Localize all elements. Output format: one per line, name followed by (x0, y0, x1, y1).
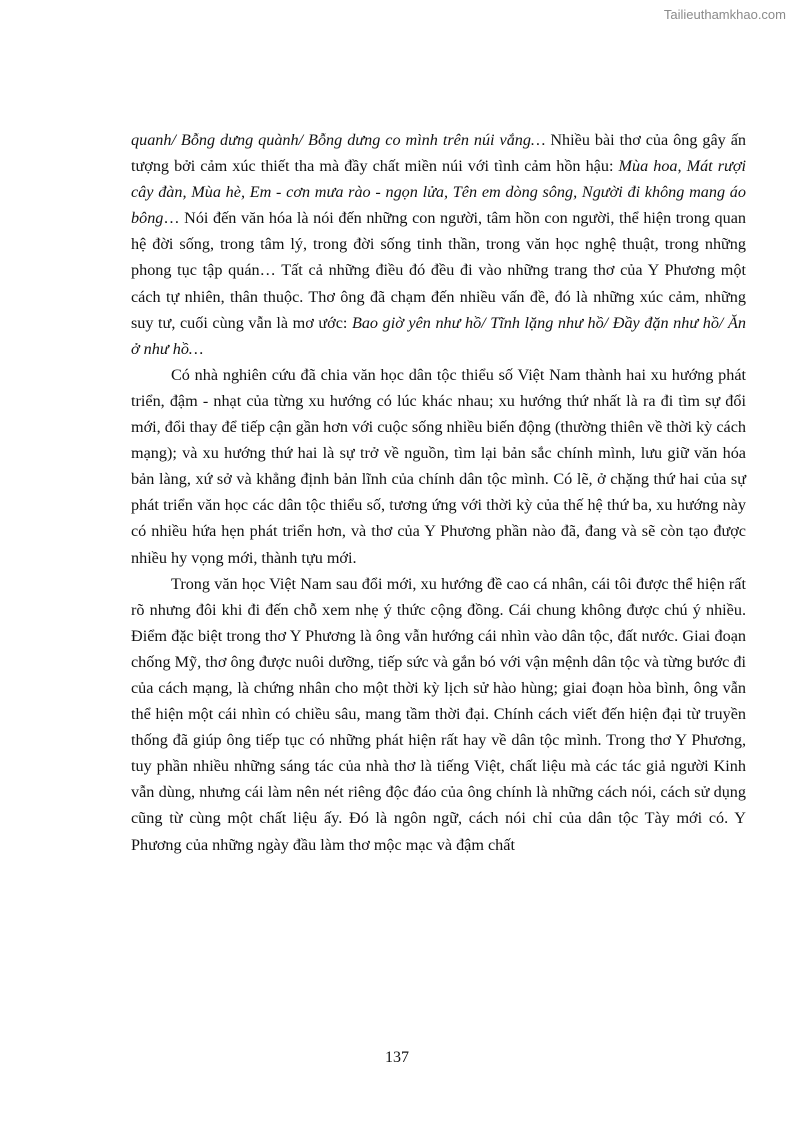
paragraph (131, 127, 746, 362)
page-number: 137 (385, 1049, 409, 1066)
paragraph (131, 362, 746, 571)
italic-run: Mùa hoa, Mát rượi cây đàn, Mùa hè, Em - cơn mưa rào - ngọn lửa, Tên em dòng sông, Người đi không mang áo bông (131, 157, 746, 228)
paragraph (131, 571, 746, 858)
italic-run: quanh/ Bỗng dưng quành/ Bỗng dưng co mình trên núi vắng… (131, 131, 546, 149)
text-run: Có nhà nghiên cứu đã chia văn học dân tộc thiểu số Việt Nam thành hai xu hướng phát triển, đậm - nhạt của từng xu hướng có lúc khác nhau; xu hướng thứ nhất là ra đi tìm sự đổi mới, đổi thay để tiếp cận gần hơn với cuộc sống nhiều biến động (thường thiên về thời kỳ cách mạng); và xu hướng thứ hai là sự trở về nguồn, tìm lại bản sắc chính mình, lưu giữ văn hóa bản làng, xứ sở và khẳng định bản lĩnh của chính dân tộc mình. Có lẽ, ở chặng thứ hai của sự phát triển văn học các dân tộc thiểu số, tương ứng với thời kỳ của thế hệ thứ ba, xu hướng này có nhiều hứa hẹn phát triển hơn, và thơ của Y Phương phần nào đã, đang và sẽ còn tạo được nhiều hy vọng mới, thành tựu mới. (131, 365, 746, 567)
text-run: … Nói đến văn hóa là nói đến những con người, tâm hồn con người, thể hiện trong quan hệ đời sống, trong tâm lý, trong đời sống tinh thần, trong văn học nghệ thuật, trong những phong tục tập quán… Tất cả những điều đó đều đi vào những trang thơ của Y Phương một cách tự nhiên, thân thuộc. Thơ ông đã chạm đến nhiều vấn đề, đó là những xúc cảm, những suy tư, cuối cùng vẫn là mơ ước: (131, 209, 746, 332)
text-run: Nhiều bài thơ của ông gây ấn tượng bởi cảm xúc thiết tha mà đầy chất miền núi với tình cảm hồn hậu: (131, 131, 747, 176)
text-run: Trong văn học Việt Nam sau đổi mới, xu hướng đề cao cá nhân, cái tôi được thể hiện rất rõ nhưng đôi khi đi đến chỗ xem nhẹ ý thức cộng đồng. Cái chung không được chú ý nhiều. Điểm đặc biệt trong thơ Y Phương là ông vẫn hướng cái nhìn vào dân tộc, đất nước. Giai đoạn chống Mỹ, thơ ông được nuôi dưỡng, tiếp sức và gắn bó với vận mệnh dân tộc và từng bước đi của cách mạng, là chứng nhân cho một thời kỳ lịch sử hào hùng; giai đoạn hòa bình, ông vẫn thể hiện một cái nhìn có chiều sâu, mang tầm thời đại. Chính cách viết đến hiện đại từ truyền thống đã giúp ông tiếp tục có những phát hiện rất hay về dân tộc mình. Trong thơ Y Phương, tuy phần nhiều những sáng tác của nhà thơ là tiếng Việt, chất liệu mà các tác giả người Kinh vẫn dùng, nhưng cái làm nên nét riêng độc đáo của ông chính là những cách nói, cách sử dụng cũng từ cùng một chất liệu ấy. Đó là ngôn ngữ, cách nói chỉ của dân tộc Tày mới có. Y Phương của những ngày đầu làm thơ mộc mạc và đậm chất (131, 574, 746, 854)
page-body (131, 127, 746, 858)
italic-run: Bao giờ yên như hồ/ Tĩnh lặng như hồ/ Đầy đặn như hồ/ Ăn ở như hồ… (131, 313, 746, 358)
watermark-text: Tailieuthamkhao.com (663, 7, 786, 22)
